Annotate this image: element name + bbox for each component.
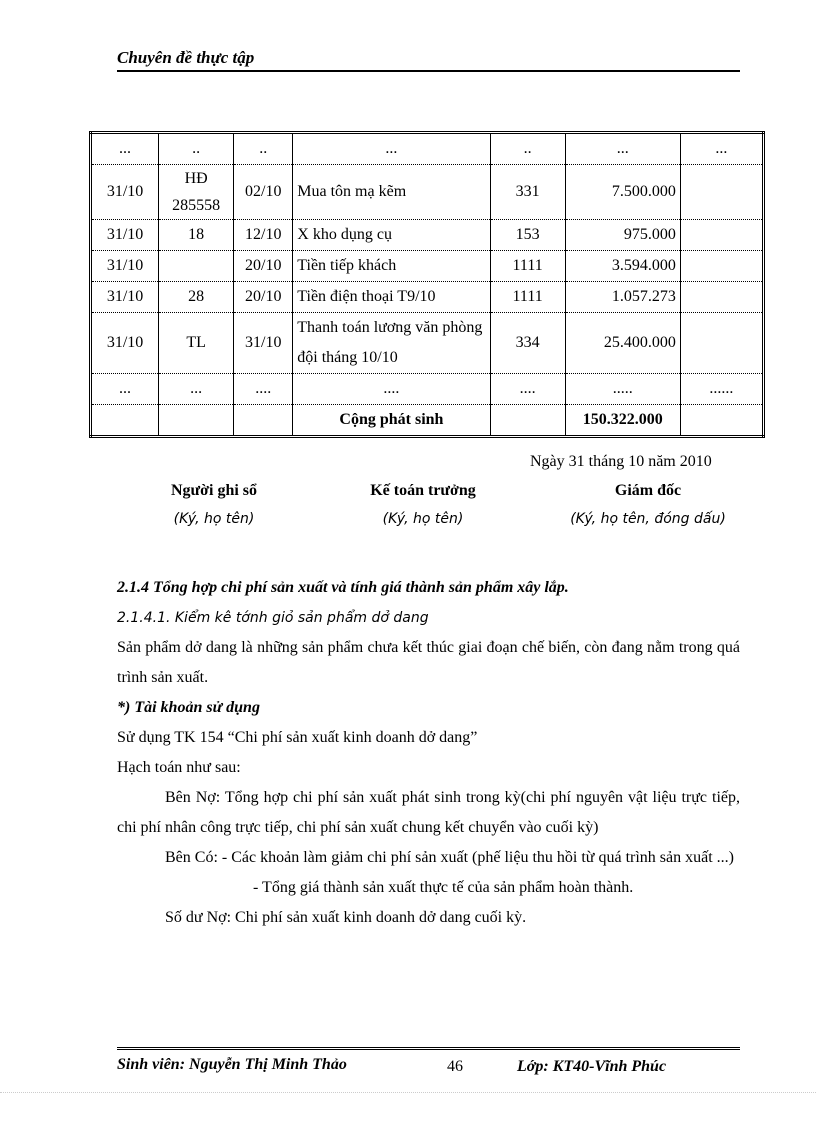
cell — [91, 405, 159, 437]
cell — [680, 165, 763, 220]
cell: 31/10 — [91, 165, 159, 220]
table-row — [91, 282, 764, 313]
cell: ... — [91, 133, 159, 165]
subsection-heading: 2.1.4.1. Kiểm kê tớnh giỏ sản phẩm dở dang — [117, 610, 429, 626]
signature-title: Người ghi sổ — [170, 482, 258, 499]
cell: X kho dụng cụ — [293, 220, 490, 251]
signature-sub: (Ký, họ tên, đóng dấu) — [570, 511, 726, 527]
cell: ... — [680, 133, 763, 165]
cell: 153 — [490, 220, 565, 251]
cell: 975.000 — [565, 220, 680, 251]
cell: 20/10 — [234, 251, 293, 282]
cell: 20/10 — [234, 282, 293, 313]
cell — [680, 282, 763, 313]
page-footer — [117, 1047, 740, 1074]
cell — [680, 220, 763, 251]
signature-title: Giám đốc — [614, 482, 682, 499]
footer-student: Sinh viên: Nguyễn Thị Minh Thảo — [117, 1056, 347, 1073]
page-number: 46 — [447, 1058, 463, 1075]
table-row — [91, 313, 764, 374]
cell — [680, 251, 763, 282]
cell: .. — [159, 133, 234, 165]
date-line: Ngày 31 tháng 10 năm 2010 — [530, 453, 712, 470]
table-total-row — [91, 405, 764, 437]
paragraph-credit-2: - Tổng giá thành sản xuất thực tế của sản phẩm hoàn thành. — [253, 879, 634, 896]
page-header — [117, 48, 740, 72]
cell: .. — [234, 133, 293, 165]
cell: ...... — [680, 374, 763, 405]
cell: 31/10 — [91, 220, 159, 251]
cell: .... — [490, 374, 565, 405]
cell: Mua tôn mạ kẽm — [293, 165, 490, 220]
account-heading: *) Tài khoản sử dụng — [117, 699, 260, 716]
cell: ... — [91, 374, 159, 405]
cell: Tiền tiếp khách — [293, 251, 490, 282]
signature-director — [548, 482, 748, 527]
total-value: 150.322.000 — [565, 405, 680, 437]
signature-sub: (Ký, họ tên) — [173, 511, 255, 527]
paragraph: Sản phẩm dở dang là những sản phẩm chưa kết thúc giai đoạn chế biến, còn đang nằm trong quá trình sản xuất. — [117, 639, 740, 686]
paragraph-debit: Bên Nợ: Tổng hợp chi phí sản xuất phát sinh trong kỳ(chi phí nguyên vật liệu trực tiếp, chi phí nhân công trực tiếp, chi phí sản xuất chung kết chuyển vào cuối kỳ) — [117, 789, 740, 836]
table-row — [91, 374, 764, 405]
cell: 02/10 — [234, 165, 293, 220]
cell: Thanh toán lương văn phòng đội tháng 10/10 — [293, 313, 490, 374]
paragraph-balance: Số dư Nợ: Chi phí sản xuất kinh doanh dở dang cuối kỳ. — [165, 909, 527, 926]
cell: .... — [234, 374, 293, 405]
cell: 331 — [490, 165, 565, 220]
cell: .. — [490, 133, 565, 165]
cell: ... — [159, 374, 234, 405]
cell: Tiền điện thoại T9/10 — [293, 282, 490, 313]
cell — [490, 405, 565, 437]
cell: 1111 — [490, 282, 565, 313]
cell: 18 — [159, 220, 234, 251]
cell — [159, 405, 234, 437]
paragraph-credit: Bên Có: - Các khoản làm giảm chi phí sản xuất (phế liệu thu hồi từ quá trình sản xuất ...) — [165, 849, 734, 866]
table-row — [91, 165, 764, 220]
cell: 12/10 — [234, 220, 293, 251]
cell: 31/10 — [91, 282, 159, 313]
cell — [159, 251, 234, 282]
body-content — [117, 573, 740, 933]
cell: TL — [159, 313, 234, 374]
signature-chief-accountant — [343, 482, 503, 527]
cell: 28 — [159, 282, 234, 313]
section-heading: 2.1.4 Tổng hợp chi phí sản xuất và tính giá thành sản phẩm xây lắp. — [117, 579, 569, 596]
cell: 31/10 — [91, 313, 159, 374]
table-row — [91, 220, 764, 251]
signature-recorder — [139, 482, 289, 527]
cell — [680, 405, 763, 437]
table-row — [91, 251, 764, 282]
cell: ..... — [565, 374, 680, 405]
cell: 334 — [490, 313, 565, 374]
table-row — [91, 133, 764, 165]
cell: 31/10 — [234, 313, 293, 374]
page-edge — [0, 1092, 816, 1093]
paragraph: Sử dụng TK 154 “Chi phí sản xuất kinh doanh dở dang” — [117, 729, 478, 746]
cell: 3.594.000 — [565, 251, 680, 282]
cell: 1111 — [490, 251, 565, 282]
cell: HĐ 285558 — [159, 165, 234, 220]
paragraph: Hạch toán như sau: — [117, 759, 241, 776]
cell: 25.400.000 — [565, 313, 680, 374]
ledger-table — [89, 131, 765, 438]
cell: 7.500.000 — [565, 165, 680, 220]
cell: ... — [565, 133, 680, 165]
signature-title: Kế toán trưởng — [370, 482, 476, 499]
cell: 31/10 — [91, 251, 159, 282]
total-label: Cộng phát sinh — [293, 405, 490, 437]
cell: ... — [293, 133, 490, 165]
cell — [680, 313, 763, 374]
header-title: Chuyên đề thực tập — [117, 48, 255, 67]
footer-class: Lớp: KT40-Vĩnh Phúc — [517, 1058, 667, 1075]
signature-sub: (Ký, họ tên) — [382, 511, 464, 527]
cell — [234, 405, 293, 437]
cell: 1.057.273 — [565, 282, 680, 313]
cell: .... — [293, 374, 490, 405]
